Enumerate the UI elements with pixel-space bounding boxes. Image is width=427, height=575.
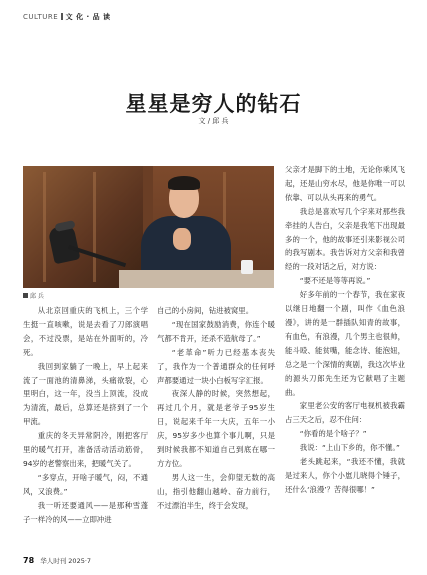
- page-footer: [23, 556, 91, 565]
- paragraph: 家里老公安的客厅电视机被我霸占三天之后，忍不住问：: [285, 401, 405, 425]
- text-column-3: [285, 163, 405, 497]
- article-author: 文 / 邱 兵: [198, 117, 229, 125]
- divider: [61, 13, 63, 20]
- section-header: [23, 12, 111, 22]
- paragraph: “要不还是等等再说。”: [299, 276, 371, 286]
- paragraph: 好多年前的一个春节，我在家夜以继日地翻一个剧，叫作《血色浪漫》，讲的是一群插队知青的故事，有血色，有浪漫，几个男主也很帅，能斗殴、能贫嘴，能念诗、能泡妞，总之是一个深情的爽剧，我这次毕业的源头刀郎先生还为它献唱了主题曲。: [285, 290, 405, 397]
- paragraph: 父亲才是脚下的土地，无论你乘风飞起，还是山穷水尽，他是你唯一可以依靠、可以从头再来的勇气。: [285, 165, 405, 202]
- photo-caption-text: 邱 兵: [30, 293, 44, 300]
- paragraph: 自己的小房间，钻进被窝里。: [157, 306, 254, 315]
- section-label: CULTURE: [23, 13, 59, 21]
- photo-caption: [23, 291, 44, 300]
- author-photo: [23, 166, 274, 288]
- person-hair: [168, 176, 200, 190]
- paragraph: 男人这一生，会仰望无数的高山，指引他翻山越岭、奋力前行，不过漂泊半生，终于会发现，: [157, 472, 275, 510]
- text-column-2: [157, 304, 275, 513]
- paragraph: 夜深人静的时候，突然想起，再过几个月，就是老爷子95岁生日，说起来千年一大庆，五年一小庆，95岁多少也算个事儿啊，只是到时候我都不知道自己到底在哪一方方位。: [157, 389, 275, 468]
- paragraph: “你看的是个啥子？”: [299, 429, 367, 439]
- paragraph: 从北京回重庆的飞机上，三个学生挺一直咳嗽，说是去看了刀郎演唱会，不过没票，是站在外面听的，冷死。: [23, 306, 148, 357]
- paragraph: 我总是喜欢写几个字来对那些我牵挂的人告白，父亲是我笔下出现最多的一个，他的故事还引来影视公司的我写剧本。我告诉对方父亲和我曾经的一段对话之后，对方说：: [285, 206, 405, 272]
- magazine-name: 华人时刊: [40, 557, 67, 565]
- paragraph: 我回到家躺了一晚上，早上起来流了一面池的清鼻涕，头痛欲裂，心里明白，这一年，没当上顶流，没成为清流，最后，总算还是挤到了一个甲流。: [23, 361, 148, 427]
- caption-square-icon: [23, 293, 28, 298]
- paragraph: “现在国家鼓励消费，你连个暖气都不肯开，还杀不造航母了。”: [157, 319, 275, 343]
- issue-number: 2025·7: [68, 557, 92, 565]
- paragraph: 重庆的冬天异常阴冷，刚把客厅里的暖气打开，准备活动活动筋骨，94岁的老警察出来，把暖气关了。: [23, 431, 148, 468]
- paragraph: 老头跳起来，“我还不懂，我就是过来人，你个小崽儿晓得个锤子，还什么‘浪漫’？苦得很哪！”: [285, 457, 405, 494]
- paragraph: 我一听还要通风——是那种雪蓬子一样冷的风——立即冲进: [23, 500, 148, 524]
- photo-wall-panel: [93, 172, 96, 282]
- paragraph: “老革命”听力已经基本丧失了，我作为一个普通群众的任何呼声都要通过一块小白板写字汇报。: [157, 347, 275, 385]
- person-hand: [173, 228, 191, 250]
- photo-wall-panel: [43, 172, 46, 282]
- paragraph: 我说：“上山下乡的，你不懂。”: [299, 443, 400, 453]
- cup: [241, 260, 253, 274]
- text-column-1: [23, 304, 148, 527]
- column-label: 文 化 · 品 读: [65, 13, 111, 21]
- page-number: 78: [23, 556, 35, 565]
- article-title: 星星是穷人的钻石: [125, 92, 302, 116]
- paragraph: “多穿点，开啥子暖气，闷，不通风，又浪费。”: [23, 472, 148, 496]
